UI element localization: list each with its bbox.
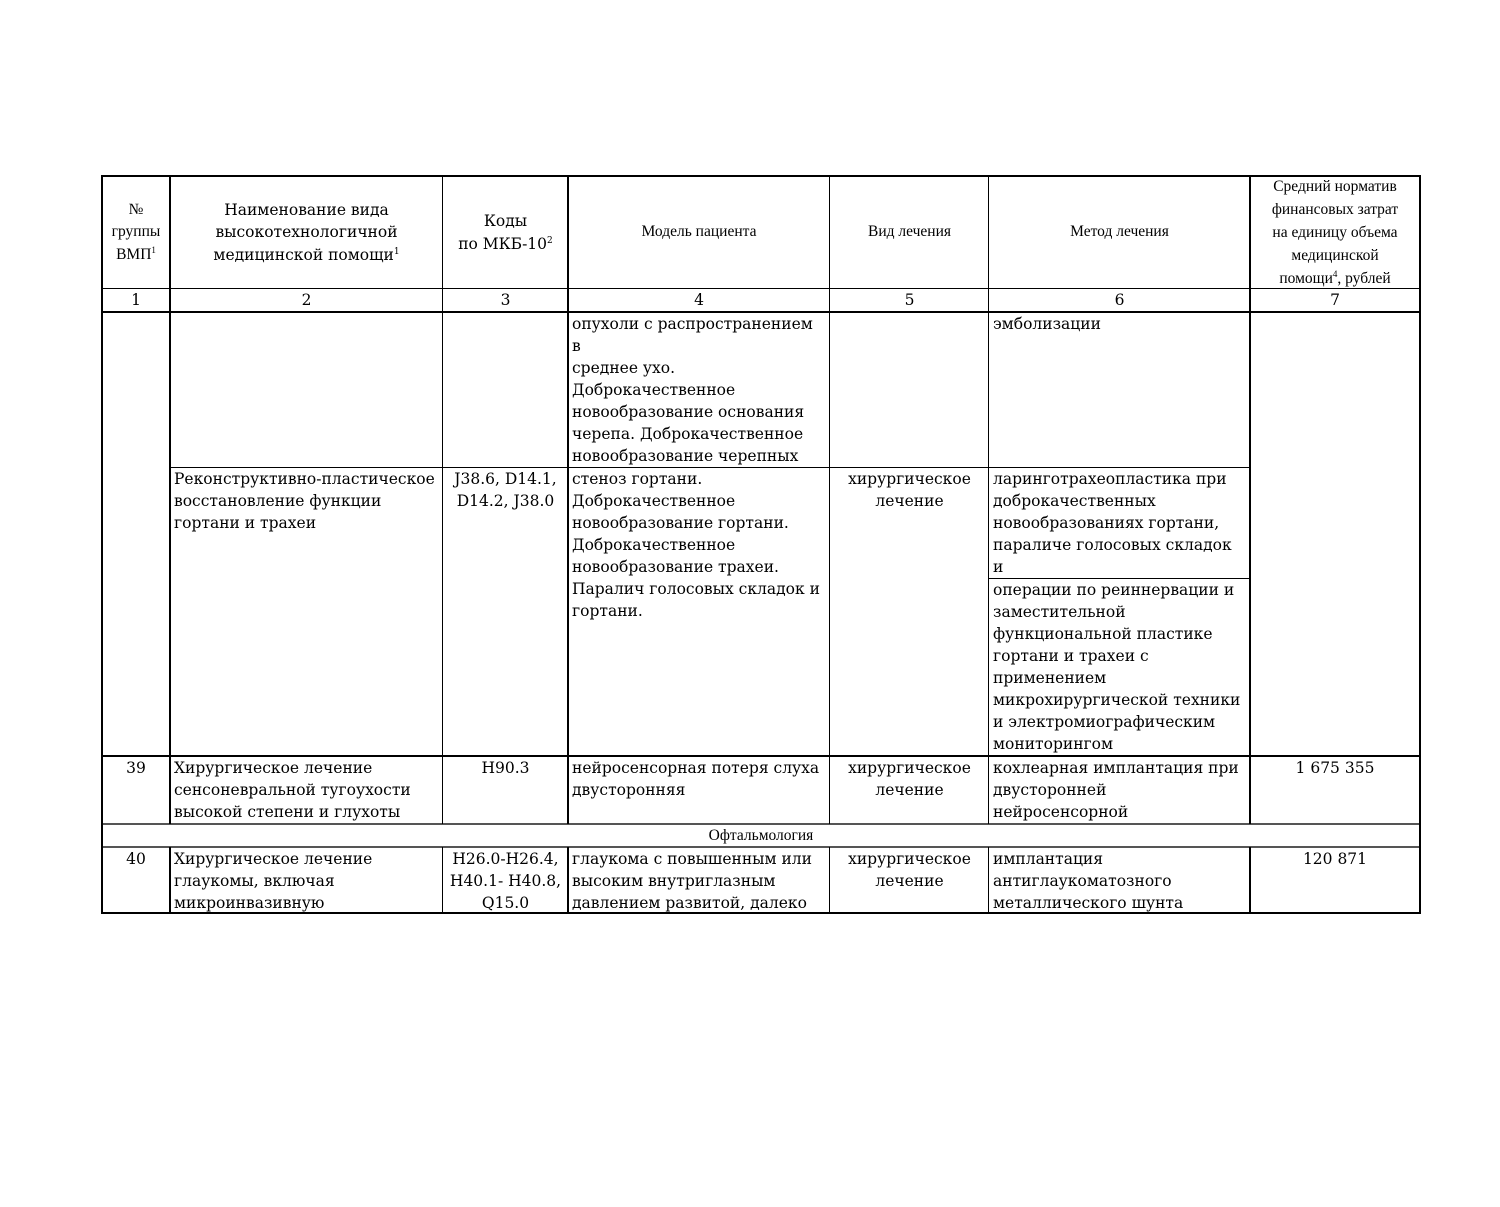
row-40-method: имплантация антиглаукоматозного металлического шунта	[993, 850, 1184, 912]
rule-col-1-2	[169, 175, 171, 824]
rule-left	[101, 175, 103, 914]
block-b-icd-codes: J38.6, D14.1, D14.2, J38.0	[454, 470, 557, 510]
block-b-patient-model: стеноз гортани. Доброкачественное новообразование гортани. Доброкачественное новообразование трахеи. Паралич голосовых складок и гортани.	[572, 470, 820, 620]
row-39-icd-codes: H90.3	[481, 759, 530, 777]
rule-continuation-bottom	[170, 467, 1250, 468]
header-treatment-method	[989, 176, 1250, 289]
header-patient-model	[568, 176, 830, 289]
rule-top	[101, 175, 1421, 177]
rule-col-5-6	[988, 175, 989, 824]
rule-col-5-6-lower	[988, 847, 989, 914]
rule-header-bottom	[101, 288, 1421, 289]
row-39-cost: 1 675 355	[1295, 759, 1375, 777]
rule-section-bottom	[101, 846, 1421, 848]
continuation-patient-model: опухоли с распространением в среднее ухо. Доброкачественное новообразование основания черепа. Доброкачественное новообразование черепных	[572, 315, 813, 465]
rule-col-3-4-lower	[567, 847, 569, 914]
rule-col-6-7	[1249, 175, 1251, 824]
row-40-cost: 120 871	[1302, 850, 1368, 868]
column-number-7: 7	[1330, 291, 1340, 309]
row-40-patient-model: глаукома с повышенным или высоким внутриглазным давлением развитой, далеко	[572, 850, 812, 912]
rule-col-6-7-lower	[1249, 847, 1251, 914]
header-cost-standard-text: Средний норматив финансовых затрат на единицу объема медицинской помощи$^4$, рублей	[1271, 178, 1399, 287]
column-number-5: 5	[904, 291, 915, 309]
header-cost-standard	[1250, 176, 1420, 289]
rule-method-split	[989, 578, 1250, 579]
header-group-number	[102, 176, 170, 289]
rule-right	[1419, 175, 1421, 914]
row-39-method: кохлеарная имплантация при двусторонней нейросенсорной	[993, 759, 1239, 821]
row-40-treatment-type: хирургическое лечение	[848, 850, 971, 890]
row-39-patient-model: нейросенсорная потеря слуха двусторонняя	[572, 759, 820, 799]
row-40-care-name: Хирургическое лечение глаукомы, включая микроинвазивную	[174, 850, 373, 912]
header-icd-codes	[443, 176, 568, 289]
rule-col-2-3	[442, 175, 443, 824]
rule-col-2-3-lower	[442, 847, 443, 914]
header-icd-codes-text: Коды по МКБ-$10^2$	[458, 212, 553, 253]
rule-col-4-5-lower	[829, 847, 830, 914]
row-39-group: 39	[126, 759, 146, 777]
header-patient-model-text: Модель пациента	[641, 223, 757, 241]
column-number-1: 1	[131, 291, 141, 309]
block-b-treatment-type: хирургическое лечение	[848, 470, 971, 510]
rule-bottom	[101, 912, 1421, 914]
row-40-group: 40	[126, 850, 146, 868]
rule-row-39-bottom	[101, 823, 1421, 825]
header-care-type-name-text: Наименование вида высокотехнологичной медицинской помощи$^1$	[213, 200, 400, 264]
section-heading-ophthalmology: Офтальмология	[708, 827, 814, 844]
block-b-care-name: Реконструктивно-пластическое восстановление функции гортани и трахеи	[174, 470, 435, 532]
rule-block-b-bottom	[101, 755, 1421, 757]
rule-col-1-2-lower	[169, 847, 171, 914]
continuation-method: эмболизации	[993, 315, 1101, 333]
block-b-method-2: операции по реиннервации и заместительной функциональной пластике гортани и трахеи с применением микрохирургической техники и электромиографическим мониторингом	[993, 581, 1241, 753]
header-care-type-name	[170, 176, 443, 289]
header-treatment-type-text: Вид лечения	[867, 223, 952, 241]
row-39-treatment-type: хирургическое лечение	[848, 759, 971, 799]
row-39-care-name: Хирургическое лечение сенсоневральной тугоухости высокой степени и глухоты	[174, 759, 411, 821]
header-treatment-method-text: Метод лечения	[1070, 223, 1169, 241]
column-number-6: 6	[1114, 291, 1125, 309]
row-40-icd-codes: H26.0-H26.4, H40.1- H40.8, Q15.0	[449, 850, 562, 912]
header-group-number-text: № группы ВМП$^1$	[111, 200, 161, 263]
block-b-method-1: ларинготрахеопластика при доброкачественных новообразованиях гортани, параличе голосовых складок и	[993, 470, 1232, 576]
rule-numbers-bottom	[101, 311, 1421, 313]
column-number-2: 2	[301, 291, 312, 309]
column-number-4: 4	[694, 291, 704, 309]
column-number-3: 3	[500, 291, 511, 309]
header-treatment-type	[830, 176, 989, 289]
rule-col-4-5	[829, 175, 830, 824]
rule-col-3-4	[567, 175, 569, 824]
